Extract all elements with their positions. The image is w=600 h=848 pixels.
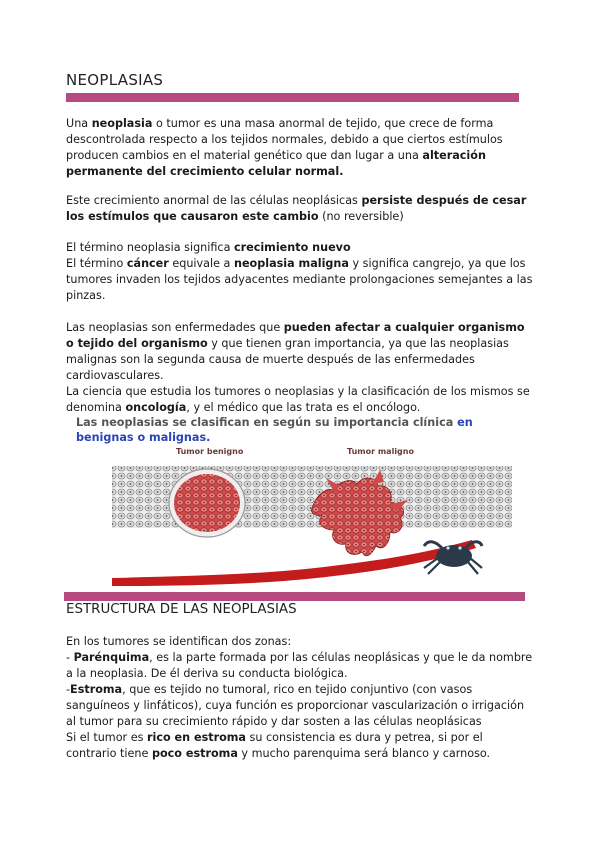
paragraph-importance: Las neoplasias son enfermedades que pueden afectar a cualquier organismo o tejido del organismo y que tienen gran importancia, ya que las neoplasias malignas son la segunda causa de muerte después de las enfermedades cardiovasculares. La ciencia que estudia los tumores o neoplasias y la clasificación de los mismos se denomina oncología, y el médico que las trata es el oncólogo. bbox=[66, 321, 530, 414]
paragraph-persistence: Este crecimiento anormal de las células neoplásicas persiste después de cesar los estímulos que causaron este cambio (no reversible) bbox=[66, 194, 527, 223]
tumor-classification-figure bbox=[72, 408, 530, 586]
section-divider-bar bbox=[64, 592, 525, 601]
section-title: ESTRUCTURA DE LAS NEOPLASIAS bbox=[66, 602, 297, 617]
blood-vessel bbox=[112, 540, 476, 586]
title-underline-bar bbox=[66, 93, 519, 102]
paragraph-terminology: El término neoplasia significa crecimiento nuevo El término cáncer equivale a neoplasia maligna y significa cangrejo, ya que los tumores invaden los tejidos adyacentes mediante prolongaciones semejantes a las pinzas. bbox=[66, 241, 533, 302]
label-malignant-tumor: Tumor maligno bbox=[347, 447, 414, 456]
label-benign-tumor: Tumor benigno bbox=[176, 447, 244, 456]
paragraph-definition: Una neoplasia o tumor es una masa anormal de tejido, que crece de forma descontrolada respecto a los tejidos normales, debido a que ciertos estímulos producen cambios en el material genético que dan lugar a una alteración permanente del crecimiento celular normal. bbox=[66, 117, 503, 178]
paragraph-structure: En los tumores se identifican dos zonas: - Parénquima, es la parte formada por las células neoplásicas y que le da nombre a la neoplasia. De él deriva su conducta biológica. -Estroma, que es tejido no tumoral, rico en tejido conjuntivo (con vasos sanguíneos y linfáticos), cuya función es proporcionar vascularización o irrigación al tumor para su crecimiento rápido y dar sosten a las células neoplásicas Si el tumor es rico en estroma su consistencia es dura y petrea, si por el contrario tiene poco estroma y mucho parenquima será blanco y carnoso. bbox=[66, 635, 533, 760]
benign-tumor bbox=[174, 474, 240, 532]
tumor-illustration bbox=[72, 408, 530, 586]
figure-caption: Las neoplasias se clasifican en según su importancia clínica en benignas o malignas. bbox=[76, 416, 473, 444]
page-title: NEOPLASIAS bbox=[66, 71, 164, 89]
